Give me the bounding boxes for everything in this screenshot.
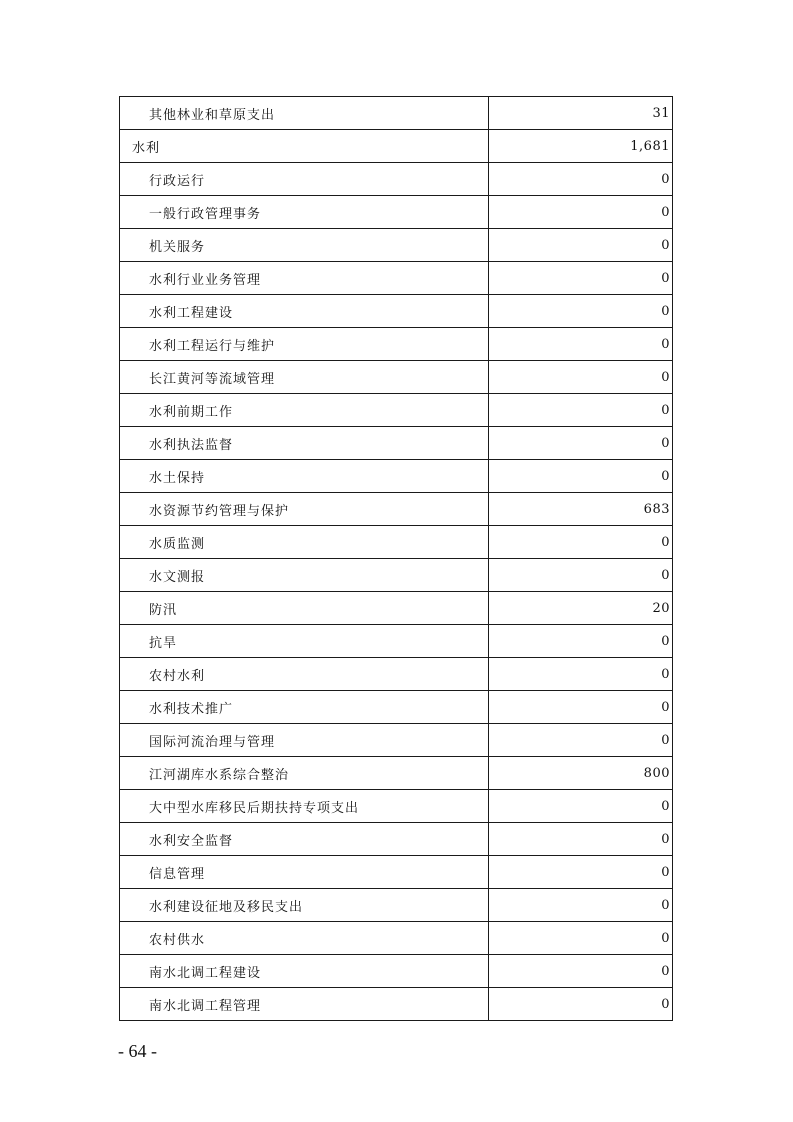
table-row [120,988,673,1021]
amount-cell: 0 [489,790,673,823]
amount-cell: 0 [489,559,673,592]
item-name-cell: 水质监测 [120,526,489,559]
amount-cell: 0 [489,955,673,988]
item-name-cell: 抗旱 [120,625,489,658]
amount-cell: 683 [489,493,673,526]
amount-cell: 0 [489,823,673,856]
table-row [120,427,673,460]
amount-cell: 0 [489,328,673,361]
item-name-cell: 南水北调工程管理 [120,988,489,1021]
table-row [120,592,673,625]
item-name-cell: 江河湖库水系综合整治 [120,757,489,790]
item-name-cell: 一般行政管理事务 [120,196,489,229]
amount-cell: 0 [489,295,673,328]
item-name-cell: 机关服务 [120,229,489,262]
item-name-cell: 农村供水 [120,922,489,955]
amount-cell: 0 [489,196,673,229]
amount-cell: 0 [489,889,673,922]
item-name-cell: 水文测报 [120,559,489,592]
amount-cell: 0 [489,691,673,724]
item-name-cell: 水利工程运行与维护 [120,328,489,361]
table-row [120,691,673,724]
item-name-cell: 大中型水库移民后期扶持专项支出 [120,790,489,823]
table-row [120,493,673,526]
amount-cell: 0 [489,427,673,460]
amount-cell: 0 [489,922,673,955]
item-name-cell: 水利行业业务管理 [120,262,489,295]
table-row [120,328,673,361]
item-name-cell: 国际河流治理与管理 [120,724,489,757]
amount-cell: 0 [489,163,673,196]
item-name-cell: 水资源节约管理与保护 [120,493,489,526]
table-row [120,955,673,988]
amount-cell: 800 [489,757,673,790]
table-row [120,163,673,196]
table-row [120,196,673,229]
table-row [120,625,673,658]
table-row [120,559,673,592]
table-row [120,130,673,163]
item-name-cell: 水利 [120,130,489,163]
amount-cell: 0 [489,460,673,493]
item-name-cell: 水利建设征地及移民支出 [120,889,489,922]
table-row [120,97,673,130]
amount-cell: 0 [489,262,673,295]
page-number: - 64 - [118,1041,157,1061]
item-name-cell: 信息管理 [120,856,489,889]
table-row [120,262,673,295]
amount-cell: 0 [489,658,673,691]
table-row [120,460,673,493]
amount-cell: 0 [489,988,673,1021]
item-name-cell: 长江黄河等流域管理 [120,361,489,394]
amount-cell: 0 [489,724,673,757]
table-row [120,526,673,559]
item-name-cell: 水土保持 [120,460,489,493]
item-name-cell: 行政运行 [120,163,489,196]
amount-cell: 0 [489,856,673,889]
table-row [120,922,673,955]
table-row [120,823,673,856]
table-row [120,889,673,922]
item-name-cell: 水利前期工作 [120,394,489,427]
table-row [120,757,673,790]
amount-cell: 31 [489,97,673,130]
table-row [120,856,673,889]
item-name-cell: 水利执法监督 [120,427,489,460]
table-row [120,295,673,328]
item-name-cell: 农村水利 [120,658,489,691]
item-name-cell: 水利技术推广 [120,691,489,724]
table-body [120,97,673,1021]
table-row [120,394,673,427]
amount-cell: 0 [489,229,673,262]
expenditure-table [119,96,673,1021]
item-name-cell: 其他林业和草原支出 [120,97,489,130]
amount-cell: 1,681 [489,130,673,163]
table-row [120,658,673,691]
amount-cell: 20 [489,592,673,625]
item-name-cell: 防汛 [120,592,489,625]
item-name-cell: 水利工程建设 [120,295,489,328]
item-name-cell: 水利安全监督 [120,823,489,856]
amount-cell: 0 [489,526,673,559]
table-row [120,361,673,394]
table-row [120,229,673,262]
table-row [120,724,673,757]
amount-cell: 0 [489,394,673,427]
amount-cell: 0 [489,625,673,658]
item-name-cell: 南水北调工程建设 [120,955,489,988]
table-row [120,790,673,823]
amount-cell: 0 [489,361,673,394]
